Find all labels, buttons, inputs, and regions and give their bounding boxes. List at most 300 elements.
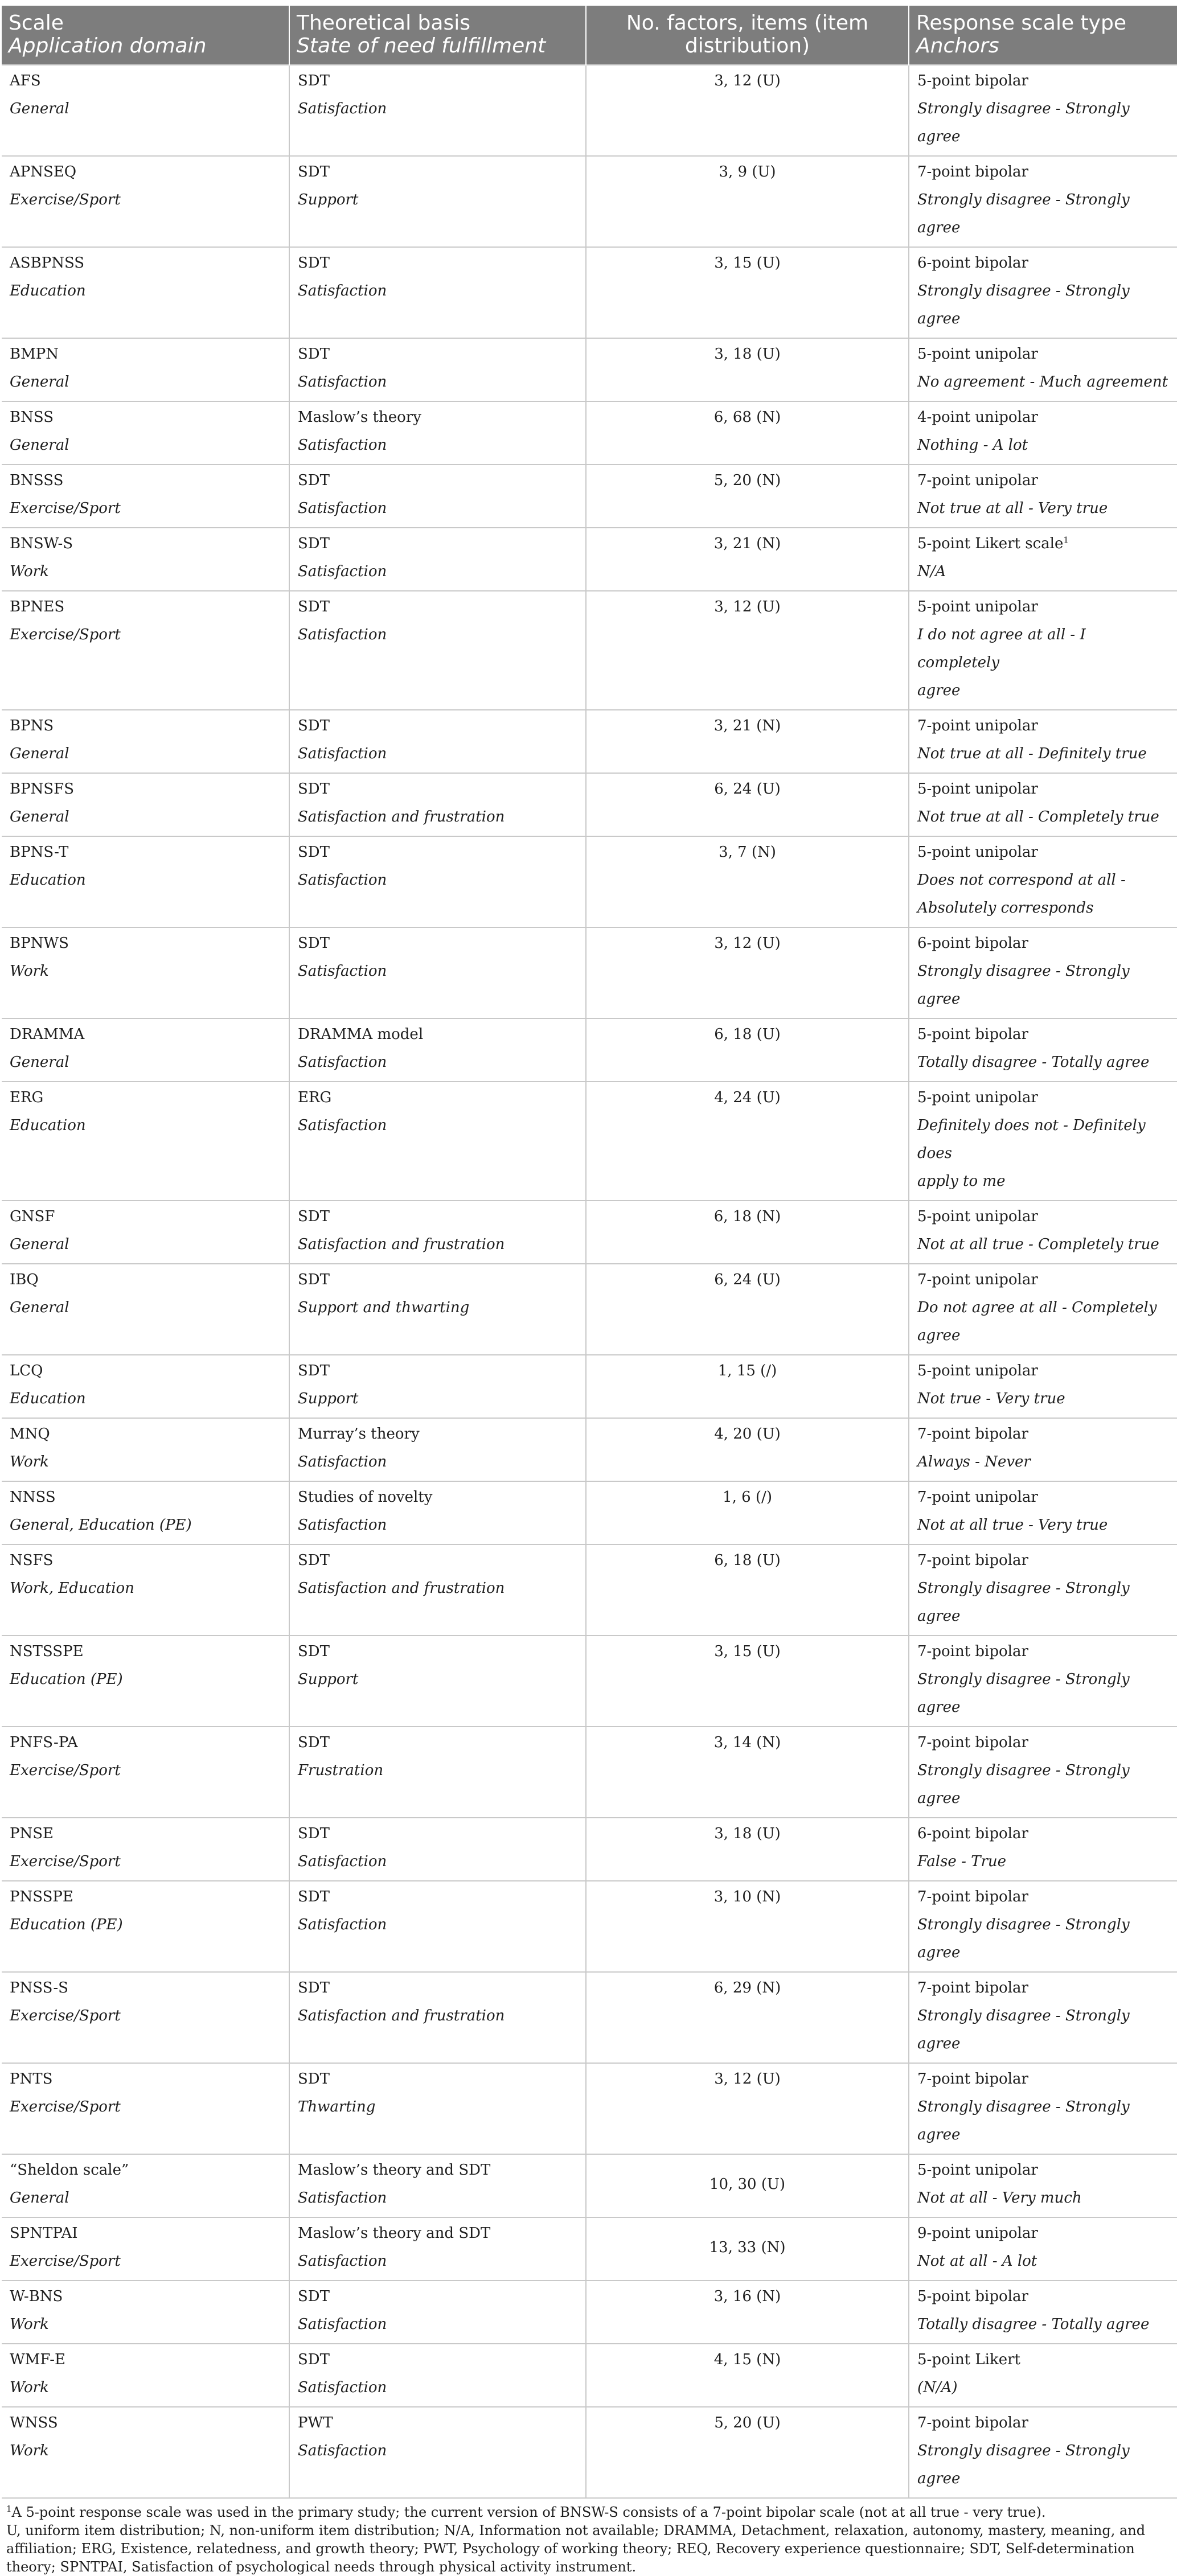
table-row bbox=[2, 1972, 1177, 2063]
scale-name: BPNWS bbox=[10, 935, 69, 952]
cell-response bbox=[909, 156, 1177, 247]
cell-scale bbox=[2, 2063, 289, 2154]
cell-items bbox=[586, 2063, 909, 2154]
cell-response bbox=[909, 1636, 1177, 1727]
factors-items: 6, 18 (U) bbox=[714, 1026, 781, 1043]
factors-items: 5, 20 (U) bbox=[714, 2414, 781, 2431]
cell-scale bbox=[2, 773, 289, 836]
response-type-text: 7-point bipolar bbox=[917, 1979, 1028, 1996]
cell-response bbox=[909, 1418, 1177, 1481]
anchors: Strongly disagree - Strongly agree bbox=[917, 282, 1130, 327]
theoretical-basis: Studies of novelty bbox=[298, 1489, 433, 1506]
footnote-mark: 1 bbox=[6, 2504, 12, 2514]
application-domain: General bbox=[10, 808, 69, 825]
cell-scale bbox=[2, 1481, 289, 1544]
response-type bbox=[917, 1084, 1169, 1112]
cell-theory bbox=[289, 836, 586, 927]
cell-items bbox=[586, 1636, 909, 1727]
theoretical-basis: Maslow’s theory bbox=[298, 409, 421, 426]
factors-items: 3, 12 (U) bbox=[714, 598, 781, 615]
need-state: Satisfaction bbox=[298, 1117, 387, 1134]
response-type-text: 7-point unipolar bbox=[917, 472, 1038, 489]
cell-scale bbox=[2, 1018, 289, 1082]
cell-response bbox=[909, 2154, 1177, 2217]
cell-scale bbox=[2, 1082, 289, 1201]
factors-items: 6, 18 (U) bbox=[714, 1552, 781, 1569]
response-type bbox=[917, 1266, 1169, 1294]
table-row bbox=[2, 1201, 1177, 1264]
cell-items bbox=[586, 1727, 909, 1818]
cell-items bbox=[586, 401, 909, 465]
factors-items: 3, 12 (U) bbox=[714, 935, 781, 952]
response-type bbox=[917, 1974, 1169, 2002]
response-type-text: 7-point unipolar bbox=[917, 717, 1038, 734]
table-row bbox=[2, 247, 1177, 338]
anchors-continued: agree bbox=[917, 682, 961, 699]
cell-items bbox=[586, 465, 909, 528]
cell-scale bbox=[2, 528, 289, 591]
application-domain: Exercise/Sport bbox=[10, 1853, 121, 1870]
table-body bbox=[2, 65, 1177, 2498]
need-state: Satisfaction and frustration bbox=[298, 1580, 505, 1597]
cell-scale bbox=[2, 1881, 289, 1972]
cell-theory bbox=[289, 773, 586, 836]
cell-scale bbox=[2, 1355, 289, 1418]
scale-name: BNSS bbox=[10, 409, 54, 426]
response-type bbox=[917, 930, 1169, 958]
cell-items bbox=[586, 2154, 909, 2217]
cell-theory bbox=[289, 927, 586, 1018]
cell-scale bbox=[2, 710, 289, 773]
application-domain: Education bbox=[10, 282, 86, 299]
theoretical-basis: PWT bbox=[298, 2414, 333, 2431]
table-row bbox=[2, 2407, 1177, 2498]
cell-response bbox=[909, 1481, 1177, 1544]
theoretical-basis: ERG bbox=[298, 1089, 332, 1106]
table-row bbox=[2, 1481, 1177, 1544]
anchors: Does not correspond at all - bbox=[917, 872, 1126, 889]
cell-items bbox=[586, 338, 909, 401]
cell-response bbox=[909, 927, 1177, 1018]
theoretical-basis: SDT bbox=[298, 254, 330, 272]
response-type bbox=[917, 1729, 1169, 1757]
application-domain: General bbox=[10, 437, 69, 454]
response-type bbox=[917, 775, 1169, 803]
scale-name: DRAMMA bbox=[10, 1026, 85, 1043]
scale-name: NSTSSPE bbox=[10, 1643, 84, 1660]
cell-scale bbox=[2, 927, 289, 1018]
theoretical-basis: Murray’s theory bbox=[298, 1425, 420, 1443]
scales-table bbox=[2, 6, 1177, 2499]
scale-name: PNSS-S bbox=[10, 1979, 68, 1996]
scale-name: BNSW-S bbox=[10, 535, 73, 552]
factors-items: 1, 15 (/) bbox=[717, 1362, 777, 1379]
need-state: Satisfaction bbox=[298, 2189, 387, 2207]
response-type bbox=[917, 2065, 1169, 2093]
anchors: Strongly disagree - Strongly agree bbox=[917, 2442, 1130, 2487]
table-row bbox=[2, 836, 1177, 927]
table-row bbox=[2, 2217, 1177, 2281]
factors-items: 6, 18 (N) bbox=[713, 1208, 781, 1225]
cell-theory bbox=[289, 1018, 586, 1082]
factors-items: 3, 10 (N) bbox=[713, 1888, 781, 1905]
cell-theory bbox=[289, 1418, 586, 1481]
response-type bbox=[917, 1420, 1169, 1448]
need-state: Satisfaction bbox=[298, 437, 387, 454]
response-type-text: 7-point bipolar bbox=[917, 1734, 1028, 1751]
factors-items: 3, 21 (N) bbox=[713, 717, 781, 734]
response-type bbox=[917, 404, 1169, 432]
cell-theory bbox=[289, 465, 586, 528]
need-state: Satisfaction bbox=[298, 282, 387, 299]
factors-items: 3, 14 (N) bbox=[713, 1734, 781, 1751]
response-type-text: 5-point unipolar bbox=[917, 780, 1038, 798]
footnote bbox=[6, 2503, 1172, 2521]
cell-response bbox=[909, 1201, 1177, 1264]
header-response-label: Response scale type bbox=[916, 11, 1126, 35]
table-row bbox=[2, 465, 1177, 528]
cell-items bbox=[586, 836, 909, 927]
cell-theory bbox=[289, 1082, 586, 1201]
cell-items bbox=[586, 1018, 909, 1082]
factors-items: 10, 30 (U) bbox=[709, 2175, 786, 2193]
cell-scale bbox=[2, 1972, 289, 2063]
application-domain: Work bbox=[10, 2316, 49, 2333]
theoretical-basis: SDT bbox=[298, 844, 330, 861]
anchors: Totally disagree - Totally agree bbox=[917, 2316, 1150, 2333]
application-domain: Work bbox=[10, 563, 49, 580]
cell-response bbox=[909, 1082, 1177, 1201]
table-row bbox=[2, 1544, 1177, 1636]
need-state: Satisfaction bbox=[298, 2316, 387, 2333]
table-row bbox=[2, 528, 1177, 591]
theoretical-basis: SDT bbox=[298, 163, 330, 180]
cell-scale bbox=[2, 1264, 289, 1355]
response-type bbox=[917, 2220, 1169, 2248]
cell-theory bbox=[289, 1818, 586, 1881]
response-type bbox=[917, 1484, 1169, 1511]
cell-theory bbox=[289, 247, 586, 338]
theoretical-basis: SDT bbox=[298, 717, 330, 734]
cell-response bbox=[909, 65, 1177, 156]
need-state: Satisfaction and frustration bbox=[298, 1236, 505, 1253]
scale-name: LCQ bbox=[10, 1362, 43, 1379]
need-state: Satisfaction bbox=[298, 963, 387, 980]
cell-scale bbox=[2, 401, 289, 465]
theoretical-basis: SDT bbox=[298, 1362, 330, 1379]
scale-name: W-BNS bbox=[10, 2288, 63, 2305]
need-state: Satisfaction bbox=[298, 100, 387, 117]
application-domain: Education bbox=[10, 872, 86, 889]
table-row bbox=[2, 2281, 1177, 2344]
need-state: Satisfaction bbox=[298, 745, 387, 762]
application-domain: General bbox=[10, 745, 69, 762]
response-type-text: 4-point unipolar bbox=[917, 409, 1038, 426]
cell-scale bbox=[2, 2344, 289, 2407]
table-row bbox=[2, 1355, 1177, 1418]
cell-theory bbox=[289, 338, 586, 401]
scale-name: “Sheldon scale” bbox=[10, 2162, 129, 2179]
cell-theory bbox=[289, 2063, 586, 2154]
application-domain: General, Education (PE) bbox=[10, 1517, 192, 1534]
cell-theory bbox=[289, 2154, 586, 2217]
scale-name: MNQ bbox=[10, 1425, 50, 1443]
cell-response bbox=[909, 1355, 1177, 1418]
anchors: Strongly disagree - Strongly agree bbox=[917, 1916, 1130, 1961]
theoretical-basis: SDT bbox=[298, 346, 330, 363]
header-domain-label: Application domain bbox=[9, 34, 207, 57]
theoretical-basis: SDT bbox=[298, 1888, 330, 1905]
anchors: Strongly disagree - Strongly agree bbox=[917, 1671, 1130, 1716]
footnote-ref: 1 bbox=[1063, 535, 1069, 545]
cell-theory bbox=[289, 1201, 586, 1264]
application-domain: Work bbox=[10, 963, 49, 980]
cell-items bbox=[586, 1264, 909, 1355]
response-type-text: 6-point bipolar bbox=[917, 1825, 1028, 1842]
cell-response bbox=[909, 836, 1177, 927]
need-state: Satisfaction bbox=[298, 1054, 387, 1071]
table-row bbox=[2, 2154, 1177, 2217]
response-type bbox=[917, 1357, 1169, 1385]
need-state: Satisfaction bbox=[298, 1517, 387, 1534]
response-type-text: 5-point unipolar bbox=[917, 346, 1038, 363]
cell-items bbox=[586, 1082, 909, 1201]
cell-response bbox=[909, 1018, 1177, 1082]
application-domain: Education (PE) bbox=[10, 1671, 123, 1688]
response-type-text: 5-point bipolar bbox=[917, 72, 1028, 89]
cell-theory bbox=[289, 2281, 586, 2344]
response-type-text: 7-point bipolar bbox=[917, 1643, 1028, 1660]
application-domain: General bbox=[10, 1299, 69, 1316]
header-scale bbox=[2, 6, 289, 65]
anchors: Not at all true - Completely true bbox=[917, 1236, 1159, 1253]
response-type-text: 7-point unipolar bbox=[917, 1489, 1038, 1506]
scale-name: WMF-E bbox=[10, 2351, 65, 2368]
cell-items bbox=[586, 1481, 909, 1544]
cell-response bbox=[909, 528, 1177, 591]
need-state: Satisfaction bbox=[298, 373, 387, 391]
cell-scale bbox=[2, 1636, 289, 1727]
scale-name: BPNS-T bbox=[10, 844, 69, 861]
table-row bbox=[2, 338, 1177, 401]
cell-scale bbox=[2, 1818, 289, 1881]
theoretical-basis: SDT bbox=[298, 1208, 330, 1225]
cell-response bbox=[909, 401, 1177, 465]
need-state: Satisfaction bbox=[298, 2253, 387, 2270]
theoretical-basis: SDT bbox=[298, 2070, 330, 2088]
cell-response bbox=[909, 2344, 1177, 2407]
cell-items bbox=[586, 1818, 909, 1881]
factors-items: 3, 9 (U) bbox=[719, 163, 776, 180]
factors-items: 3, 7 (N) bbox=[719, 844, 776, 861]
response-type bbox=[917, 467, 1169, 495]
response-type-text: 7-point bipolar bbox=[917, 1425, 1028, 1443]
application-domain: Exercise/Sport bbox=[10, 191, 121, 208]
response-type bbox=[917, 530, 1169, 558]
theoretical-basis: SDT bbox=[298, 72, 330, 89]
scale-name: GNSF bbox=[10, 1208, 55, 1225]
cell-theory bbox=[289, 1636, 586, 1727]
need-state: Satisfaction bbox=[298, 1453, 387, 1470]
theoretical-basis: SDT bbox=[298, 535, 330, 552]
application-domain: Exercise/Sport bbox=[10, 2098, 121, 2115]
cell-scale bbox=[2, 1418, 289, 1481]
scale-name: PNSSPE bbox=[10, 1888, 73, 1905]
table-row bbox=[2, 156, 1177, 247]
application-domain: General bbox=[10, 373, 69, 391]
cell-response bbox=[909, 1544, 1177, 1636]
anchors: Strongly disagree - Strongly agree bbox=[917, 2007, 1130, 2052]
table-header bbox=[2, 6, 1177, 65]
factors-items: 3, 12 (U) bbox=[714, 72, 781, 89]
need-state: Satisfaction bbox=[298, 1916, 387, 1933]
response-type-text: 5-point unipolar bbox=[917, 1208, 1038, 1225]
need-state: Satisfaction bbox=[298, 500, 387, 517]
cell-scale bbox=[2, 1201, 289, 1264]
anchors: Strongly disagree - Strongly agree bbox=[917, 1580, 1130, 1625]
table-row bbox=[2, 401, 1177, 465]
factors-items: 3, 18 (U) bbox=[714, 346, 781, 363]
cell-items bbox=[586, 65, 909, 156]
application-domain: General bbox=[10, 1054, 69, 1071]
cell-theory bbox=[289, 1881, 586, 1972]
cell-items bbox=[586, 247, 909, 338]
anchors: Not true at all - Very true bbox=[917, 500, 1108, 517]
response-type-text: 7-point bipolar bbox=[917, 163, 1028, 180]
factors-items: 3, 21 (N) bbox=[713, 535, 781, 552]
response-type bbox=[917, 1203, 1169, 1231]
response-type-text: 5-point bipolar bbox=[917, 1026, 1028, 1043]
cell-items bbox=[586, 710, 909, 773]
response-type-text: 6-point bipolar bbox=[917, 935, 1028, 952]
cell-scale bbox=[2, 65, 289, 156]
application-domain: Education bbox=[10, 1390, 86, 1407]
scale-name: PNTS bbox=[10, 2070, 53, 2088]
application-domain: Exercise/Sport bbox=[10, 626, 121, 643]
application-domain: Work bbox=[10, 1453, 49, 1470]
scale-name: BPNS bbox=[10, 717, 54, 734]
factors-items: 4, 15 (N) bbox=[713, 2351, 781, 2368]
cell-theory bbox=[289, 2217, 586, 2281]
anchors: (N/A) bbox=[917, 2379, 958, 2396]
table-row bbox=[2, 1818, 1177, 1881]
application-domain: Work bbox=[10, 2442, 49, 2459]
factors-items: 6, 29 (N) bbox=[713, 1979, 781, 1996]
cell-response bbox=[909, 2281, 1177, 2344]
scale-name: NSFS bbox=[10, 1552, 54, 1569]
response-type bbox=[917, 2283, 1169, 2311]
response-type bbox=[917, 67, 1169, 95]
scale-name: APNSEQ bbox=[10, 163, 77, 180]
scale-name: BPNSFS bbox=[10, 780, 75, 798]
anchors: Strongly disagree - Strongly agree bbox=[917, 1762, 1130, 1807]
cell-items bbox=[586, 1881, 909, 1972]
factors-items: 13, 33 (N) bbox=[709, 2238, 786, 2256]
theoretical-basis: SDT bbox=[298, 1825, 330, 1842]
cell-theory bbox=[289, 156, 586, 247]
response-type-text: 5-point unipolar bbox=[917, 1089, 1038, 1106]
table-notes bbox=[2, 2499, 1177, 2576]
cell-response bbox=[909, 465, 1177, 528]
factors-items: 3, 12 (U) bbox=[714, 2070, 781, 2088]
cell-scale bbox=[2, 247, 289, 338]
cell-theory bbox=[289, 528, 586, 591]
cell-scale bbox=[2, 591, 289, 710]
cell-items bbox=[586, 927, 909, 1018]
anchors: Nothing - A lot bbox=[917, 437, 1028, 454]
response-type bbox=[917, 1638, 1169, 1666]
cell-items bbox=[586, 591, 909, 710]
anchors: Strongly disagree - Strongly agree bbox=[917, 2098, 1130, 2143]
response-type-text: 7-point bipolar bbox=[917, 2414, 1028, 2431]
cell-response bbox=[909, 591, 1177, 710]
table-row bbox=[2, 710, 1177, 773]
factors-items: 3, 15 (U) bbox=[714, 254, 781, 272]
response-type-text: 5-point bipolar bbox=[917, 2288, 1028, 2305]
factors-items: 1, 6 (/) bbox=[723, 1489, 772, 1506]
table-row bbox=[2, 1727, 1177, 1818]
theoretical-basis: SDT bbox=[298, 2351, 330, 2368]
anchors: Not true - Very true bbox=[917, 1390, 1065, 1407]
table-row bbox=[2, 1018, 1177, 1082]
cell-theory bbox=[289, 2344, 586, 2407]
anchors: Totally disagree - Totally agree bbox=[917, 1054, 1150, 1071]
header-theory-label: Theoretical basis bbox=[297, 11, 470, 35]
application-domain: General bbox=[10, 100, 69, 117]
factors-items: 5, 20 (N) bbox=[713, 472, 781, 489]
scale-name: PNSE bbox=[10, 1825, 54, 1842]
scale-name: SPNTPAI bbox=[10, 2225, 78, 2242]
need-state: Thwarting bbox=[298, 2098, 376, 2115]
need-state: Satisfaction bbox=[298, 626, 387, 643]
header-anchors-label: Anchors bbox=[916, 34, 999, 57]
table-row bbox=[2, 1636, 1177, 1727]
scale-name: AFS bbox=[10, 72, 41, 89]
anchors: Not at all - A lot bbox=[917, 2253, 1037, 2270]
anchors: Definitely does not - Definitely does bbox=[917, 1117, 1146, 1162]
anchors: Not at all - Very much bbox=[917, 2189, 1082, 2207]
theoretical-basis: DRAMMA model bbox=[298, 1026, 424, 1043]
response-type bbox=[917, 2346, 1169, 2374]
anchors: False - True bbox=[917, 1853, 1007, 1870]
table-row bbox=[2, 1082, 1177, 1201]
response-type-text: 7-point bipolar bbox=[917, 1888, 1028, 1905]
scale-name: WNSS bbox=[10, 2414, 58, 2431]
response-type bbox=[917, 158, 1169, 186]
anchors: Not at all true - Very true bbox=[917, 1517, 1108, 1534]
cell-scale bbox=[2, 2154, 289, 2217]
header-items bbox=[586, 6, 909, 65]
cell-scale bbox=[2, 1544, 289, 1636]
cell-items bbox=[586, 528, 909, 591]
cell-items bbox=[586, 1355, 909, 1418]
cell-response bbox=[909, 2063, 1177, 2154]
table-row bbox=[2, 2063, 1177, 2154]
cell-response bbox=[909, 1972, 1177, 2063]
response-type-text: 5-point Likert scale bbox=[917, 535, 1064, 552]
theoretical-basis: SDT bbox=[298, 598, 330, 615]
header-items-label: No. factors, items (item distribution) bbox=[626, 11, 869, 57]
factors-items: 6, 24 (U) bbox=[714, 780, 781, 798]
anchors: I do not agree at all - I completely bbox=[917, 626, 1086, 671]
factors-items: 3, 18 (U) bbox=[714, 1825, 781, 1842]
application-domain: Exercise/Sport bbox=[10, 500, 121, 517]
need-state: Satisfaction bbox=[298, 1853, 387, 1870]
cell-items bbox=[586, 2281, 909, 2344]
theoretical-basis: SDT bbox=[298, 935, 330, 952]
need-state: Satisfaction and frustration bbox=[298, 2007, 505, 2024]
theoretical-basis: SDT bbox=[298, 1734, 330, 1751]
